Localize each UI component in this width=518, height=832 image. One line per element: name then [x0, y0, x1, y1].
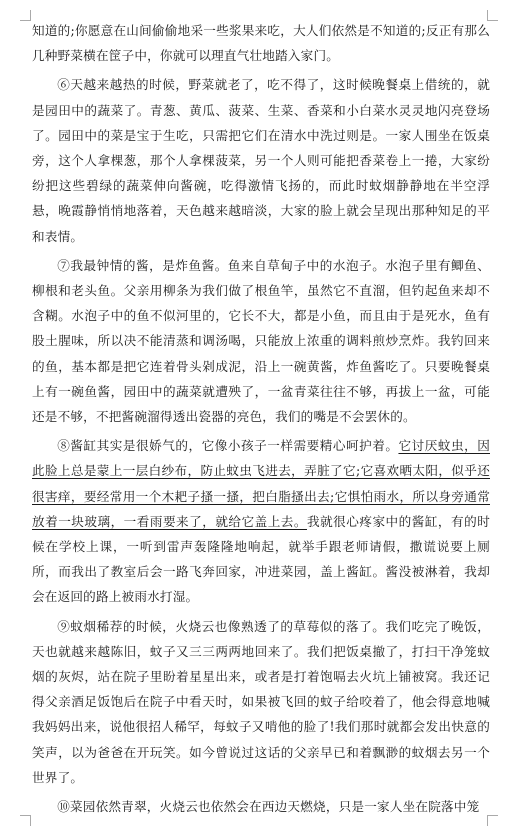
paragraph-text: ⑩菜园依然青翠，火烧云也依然会在西边天燃烧，只是一家人坐在院落中笼	[57, 799, 480, 815]
crop-mark-top-left	[20, 10, 31, 21]
paragraph-text: ⑧酱缸其实是很娇气的，它像小孩子一样需要精心呵护着。	[57, 438, 399, 454]
paragraph-text: 我就很心疼家中的酱缸，有的时候在学校上课，一听到雷声轰隆隆地响起，就举手跟老师请假，撒谎说要上厕所，而我出了教室后会一路飞奔回家，冲进菜园，盖上酱缸。酱没被淋着，我却会在返回的路上被雨水打湿。	[32, 513, 490, 605]
paragraph-9	[32, 614, 490, 790]
paragraph-8	[32, 433, 490, 609]
crop-mark-bottom-left	[20, 815, 31, 826]
paragraph-text: 知道的;你愿意在山间偷偷地采一些浆果来吃，大人们依然是不知道的;反正有那么几种野菜横在筐子中，你就可以理直气壮地踏入家门。	[32, 23, 490, 64]
document-body	[32, 18, 490, 819]
paragraph-text: ⑦我最钟情的酱，是炸鱼酱。鱼来自草甸子中的水泡子。水泡子里有鲫鱼、柳根和老头鱼。父亲用柳条为我们做了根鱼竿，虽然它不直溜，但钓起鱼来却不含糊。水泡子中的鱼不似河里的，它长不大，都是小鱼，而且由于是死水，鱼有股土腥味，所以决不能清蒸和调汤喝，只能放上浓重的调料煎炒烹炸。我钓回来的鱼，基本都是把它连着骨头剁成泥，沿上一碗黄酱，炸鱼酱吃了。只要晚餐桌上有一碗鱼酱，园田中的蔬菜就遭殃了，一盆青菜往往不够，再拔上一盆，可能还是不够，不把酱碗溜得透出瓷器的亮色，我们的嘴是不会罢休的。	[32, 257, 490, 425]
paragraph-5-tail	[32, 18, 490, 68]
underlined-sentence: 它讨厌蚊虫，因此脸上总是蒙上一层白纱布，防止蚊虫飞进去，弄脏了它;它喜欢晒太阳，似乎还很害痒，要经常用一个木耙子搔一搔，把白脂搔出去;它惧怕雨水，所以身旁通常放着一块玻璃，一看雨要来了，就给它盖上去。	[32, 438, 490, 529]
paragraph-7	[32, 253, 490, 429]
paragraph-6	[32, 72, 490, 248]
paragraph-10	[32, 794, 490, 819]
paragraph-text: ⑥天越来越热的时候，野菜就老了，吃不得了，这时候晚餐桌上借统的，就是园田中的蔬菜了。青葱、黄瓜、菠菜、生菜、香菜和小白菜水灵灵地闪亮登场了。园田中的菜是宝于生吃，只需把它们在清水中洗过则是。一家人围坐在饭桌旁，这个人拿棵葱，那个人拿棵菠菜，另一个人则可能把香菜卷上一捲，大家纷纷把这些碧绿的蔬菜伸向酱碗，吃得激情飞扬的，而此时蚊烟静静地在半空浮悬，晚霞静悄悄地落着，天色越来越暗淡，大家的脸上就会呈现出那种知足的平和表情。	[32, 77, 490, 244]
paragraph-text: ⑨蚊烟稀荐的时候，火烧云也像熟透了的草莓似的落了。我们吃完了晚饭，天也就越来越陈旧，蚊子又三三两两地回来了。我们把饭桌撤了，打扫干净笼蚊烟的灰烬，站在院子里盼着星星出来，或者是打着饱嗝去火坑上铺被窝。我还记得父亲酒足饭饱后在院子中看天时，如果被飞回的蚊子给咬着了，他会得意地喊我妈妈出来，说他很招人稀罕，每蚊子又啃他的脸了!我们那时就都会发出快意的笑声，以为爸爸在开玩笑。如今曾说过这话的父亲早已和着飘渺的蚊烟去另一个世界了。	[32, 618, 490, 785]
